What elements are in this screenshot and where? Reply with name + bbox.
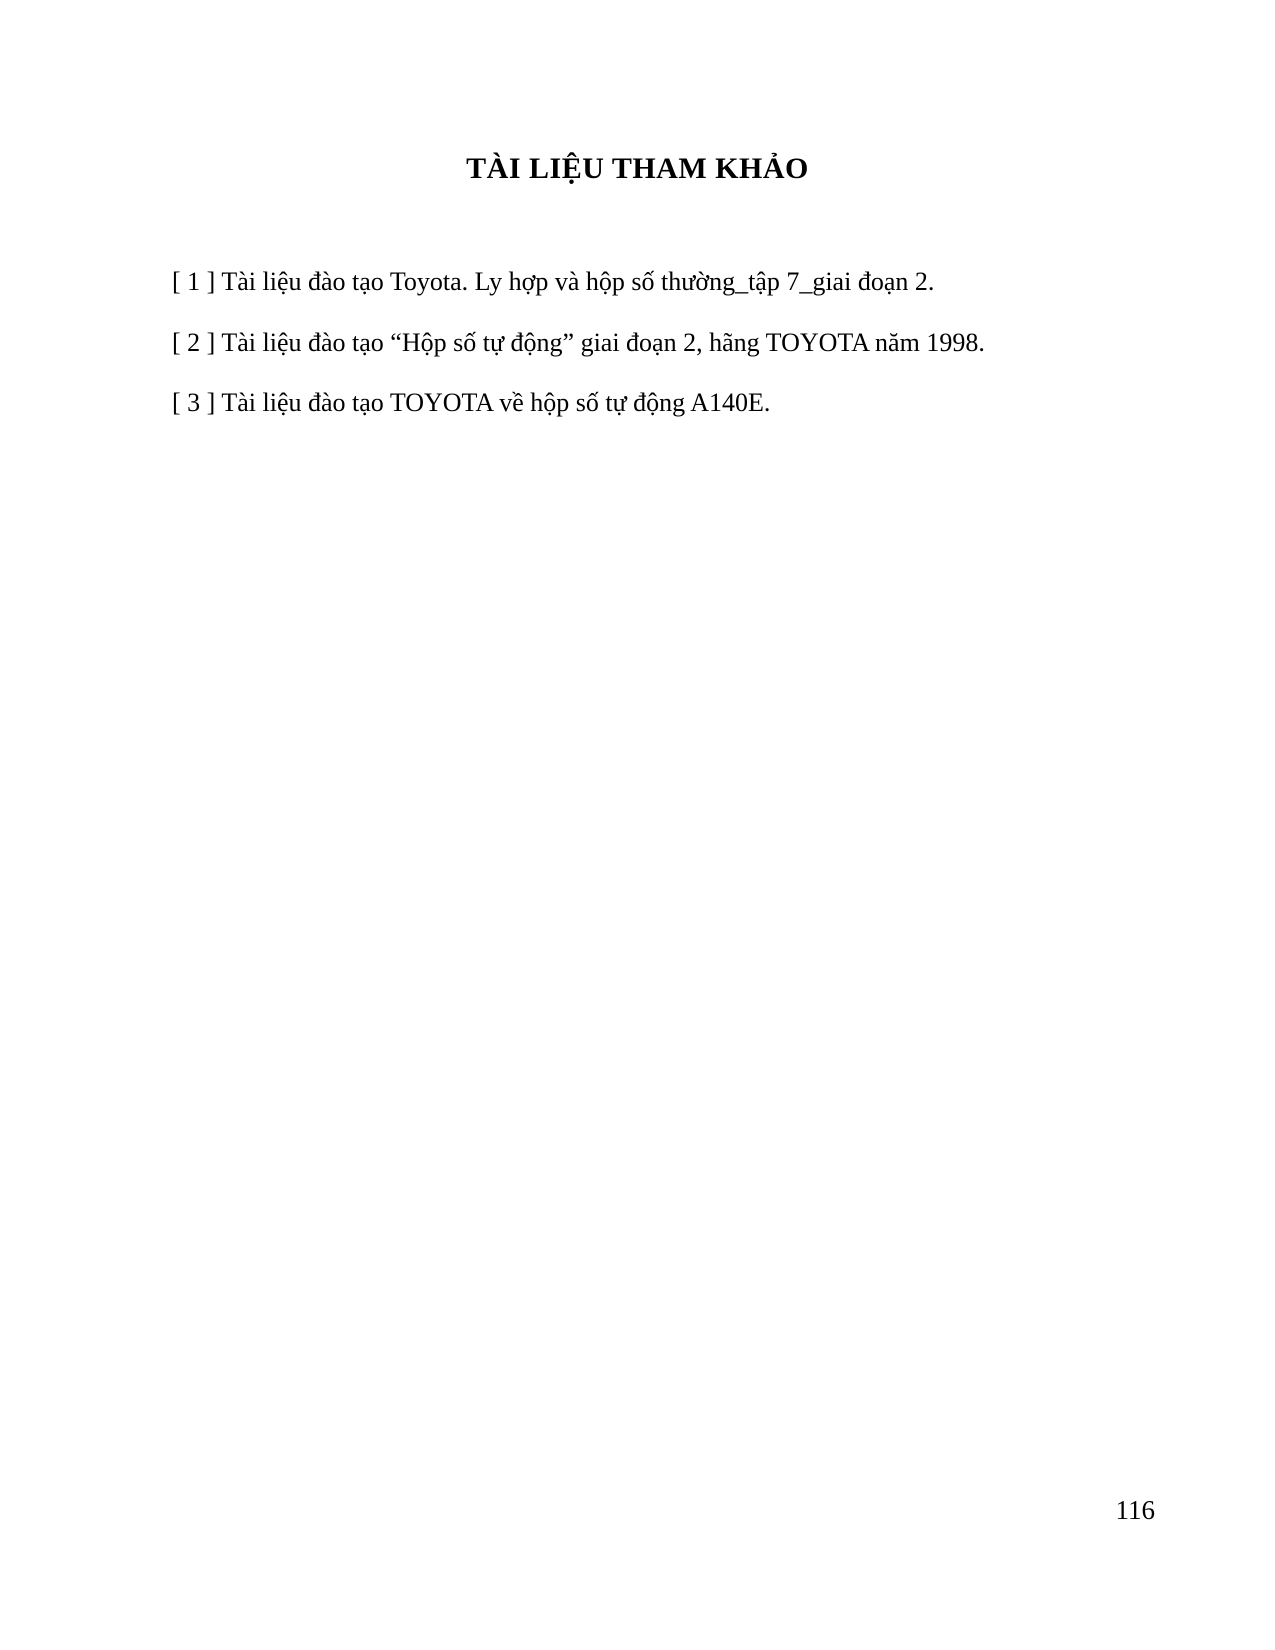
reference-list xyxy=(172,240,1132,448)
list-item: [ 2 ] Tài liệu đào tạo “Hộp số tự động” giai đoạn 2, hãng TOYOTA năm 1998. xyxy=(172,327,985,357)
list-item: [ 1 ] Tài liệu đào tạo Toyota. Ly hợp và hộp số thường_tập 7_giai đoạn 2. xyxy=(172,267,935,296)
list-item: [ 3 ] Tài liệu đào tạo TOYOTA về hộp số tự động A140E. xyxy=(172,388,771,417)
page-title: TÀI LIỆU THAM KHẢO xyxy=(466,152,809,186)
page-number: 116 xyxy=(1115,1495,1155,1525)
